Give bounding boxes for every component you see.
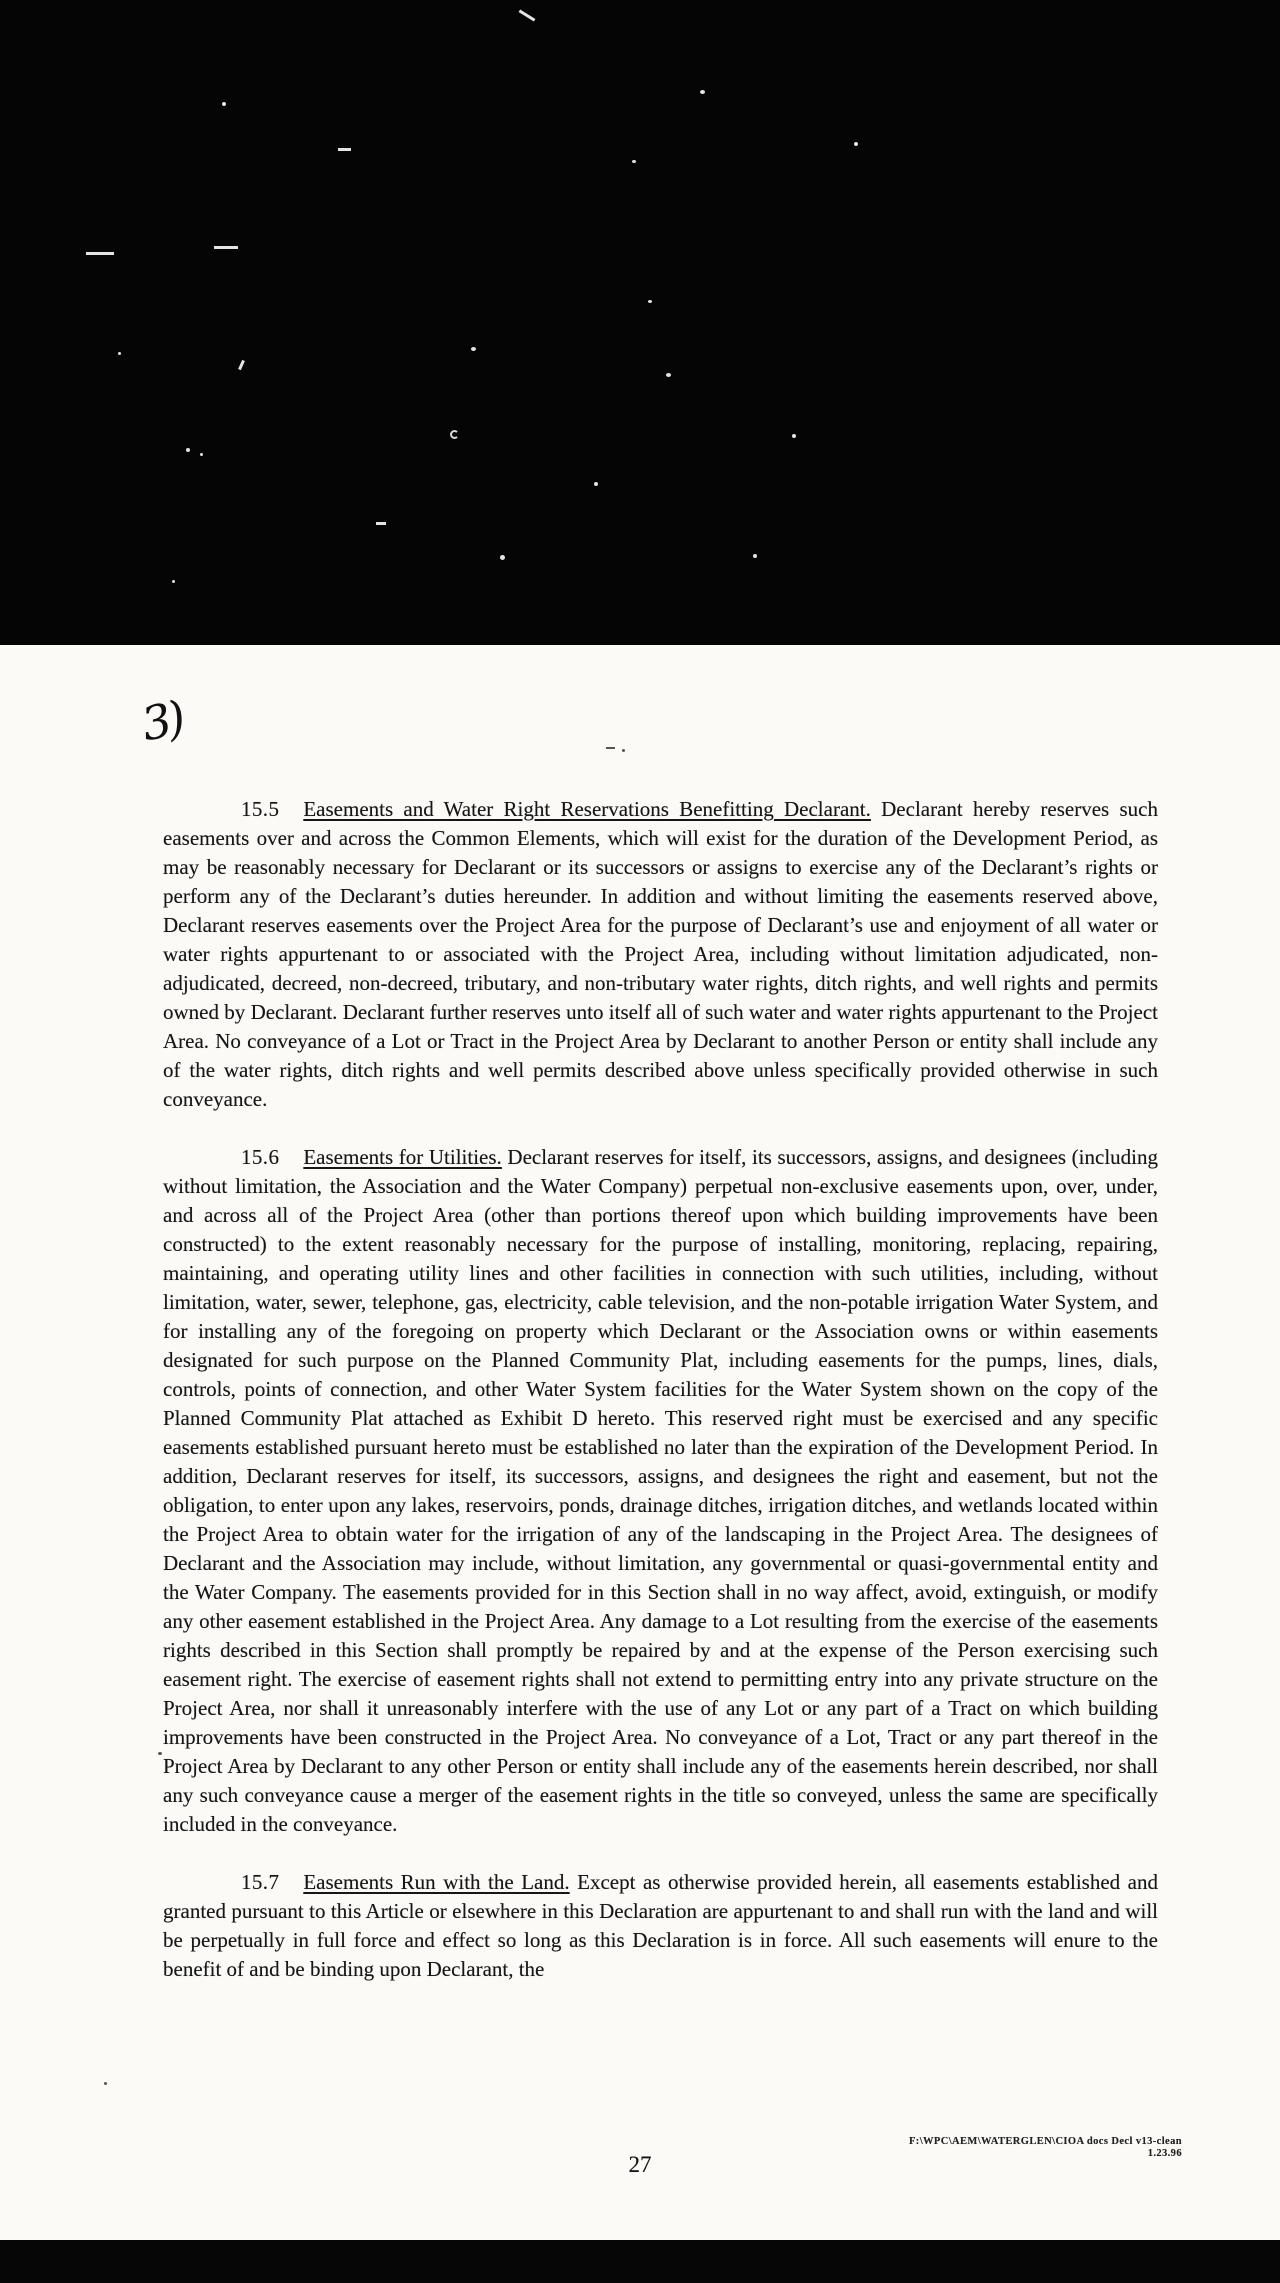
scan-noise (186, 448, 190, 452)
section-paragraph-15-5 (163, 795, 1158, 1114)
document-body (0, 645, 1280, 2013)
scan-noise (338, 148, 351, 151)
scan-noise (200, 453, 203, 456)
scan-noise (172, 580, 175, 583)
scan-noise (632, 160, 636, 163)
scan-noise (594, 482, 598, 486)
scan-black-bottom (0, 2240, 1280, 2283)
section-number: 15.5 (241, 797, 280, 821)
section-body-text: Declarant hereby reserves such easements over and across the Common Elements, which will exist for the duration of the Development Period, as may be reasonably necessary for Declarant or its successors or assigns to exercise any of the Declarant’s rights or perform any of the Declarant’s duties hereunder. In addition and without limiting the easements reserved above, Declarant reserves easements over the Project Area for the purpose of Declarant’s use and enjoyment of all water or water rights appurtenant to or associated with the Project Area, including without limitation adjudicated, non-adjudicated, decreed, non-decreed, tributary, and non-tributary water rights, ditch rights, and well rights and permits owned by Declarant. Declarant further reserves unto itself all of such water and water rights appurtenant to the Project Area. No conveyance of a Lot or Tract in the Project Area by Declarant to another Person or entity shall include any of the water rights, ditch rights and well permits described above unless specifically provided otherwise in such conveyance. (163, 797, 1158, 1111)
section-number: 15.6 (241, 1145, 280, 1169)
scan-noise (519, 9, 536, 21)
scan-noise (104, 2082, 107, 2085)
scan-noise (222, 102, 226, 106)
section-heading: Easements Run with the Land. (303, 1870, 570, 1894)
scan-black-top (0, 0, 1280, 645)
scan-noise (214, 246, 238, 249)
scan-noise (700, 90, 705, 94)
scan-noise (376, 522, 386, 525)
section-body-text: Except as otherwise provided herein, all easements established and granted pursuant to this Article or elsewhere in this Declaration are appurtenant to and shall run with the land and will be perpetually in full force and effect so long as this Declaration is in force. All such easements will enure to the benefit of and be binding upon Declarant, the (163, 1870, 1158, 1981)
scan-noise (500, 555, 505, 560)
footer-date: 1.23.96 (1147, 2148, 1182, 2159)
scan-noise (854, 142, 858, 146)
section-body-text: Declarant reserves for itself, its successors, assigns, and designees (including without limitation, the Association and the Water Company) perpetual non-exclusive easements upon, over, under, and across all of the Project Area (other than portions thereof upon which building improvements have been constructed) to the extent reasonably necessary for the purpose of installing, monitoring, replacing, repairing, maintaining, and operating utility lines and other facilities in connection with such utilities, including, without limitation, water, sewer, telephone, gas, electricity, cable television, and the non-potable irrigation Water System, and for installing any of the foregoing on property which Declarant or the Association owns or within easements designated for such purpose on the Planned Community Plat, including easements for the pumps, lines, dials, controls, points of connection, and other Water System facilities for the Water System shown on the copy of the Planned Community Plat attached as Exhibit D hereto. This reserved right must be exercised and any specific easements established pursuant hereto must be established no later than the expiration of the Development Period. In addition, Declarant reserves for itself, its successors, assigns, and designees the right and easement, but not the obligation, to enter upon any lakes, reservoirs, ponds, drainage ditches, irrigation ditches, and wetlands located within the Project Area to obtain water for the irrigation of any of the landscaping in the Project Area. The designees of Declarant and the Association may include, without limitation, any governmental or quasi-governmental entity and the Water Company. The easements provided for in this Section shall in no way affect, avoid, extinguish, or modify any other easement established in the Project Area. Any damage to a Lot resulting from the exercise of the easements rights described in this Section shall promptly be repaired by and at the expense of the Person exercising such easement right. The exercise of easement rights shall not extend to permitting entry into any private structure on the Project Area, nor shall it unreasonably interfere with the use of any Lot or any part of a Tract on which building improvements have been constructed in the Project Area. No conveyance of a Lot, Tract or any part thereof in the Project Area by Declarant to any other Person or entity shall include any of the easements herein described, nor shall any such conveyance cause a merger of the easement rights in the title so conveyed, unless the same are specifically included in the conveyance. (163, 1145, 1158, 1836)
scan-noise (118, 352, 121, 355)
section-number: 15.7 (241, 1870, 280, 1894)
section-heading: Easements and Water Right Reservations Benefitting Declarant. (303, 797, 871, 821)
scan-noise (753, 554, 757, 558)
scan-noise (792, 434, 796, 438)
handwritten-annotation: 3) (136, 690, 187, 752)
scan-noise (450, 430, 459, 439)
scan-noise (86, 252, 114, 255)
scan-noise (648, 300, 652, 303)
section-heading: Easements for Utilities. (303, 1145, 502, 1169)
scan-noise (666, 373, 671, 377)
footer-file-path: F:\WPC\AEM\WATERGLEN\CIOA docs Decl v13-clean (908, 2136, 1182, 2147)
section-paragraph-15-7 (163, 1868, 1158, 1984)
page-number: 27 (628, 2152, 652, 2177)
section-paragraph-15-6 (163, 1143, 1158, 1839)
scan-noise (471, 347, 476, 351)
scan-noise (238, 360, 245, 370)
